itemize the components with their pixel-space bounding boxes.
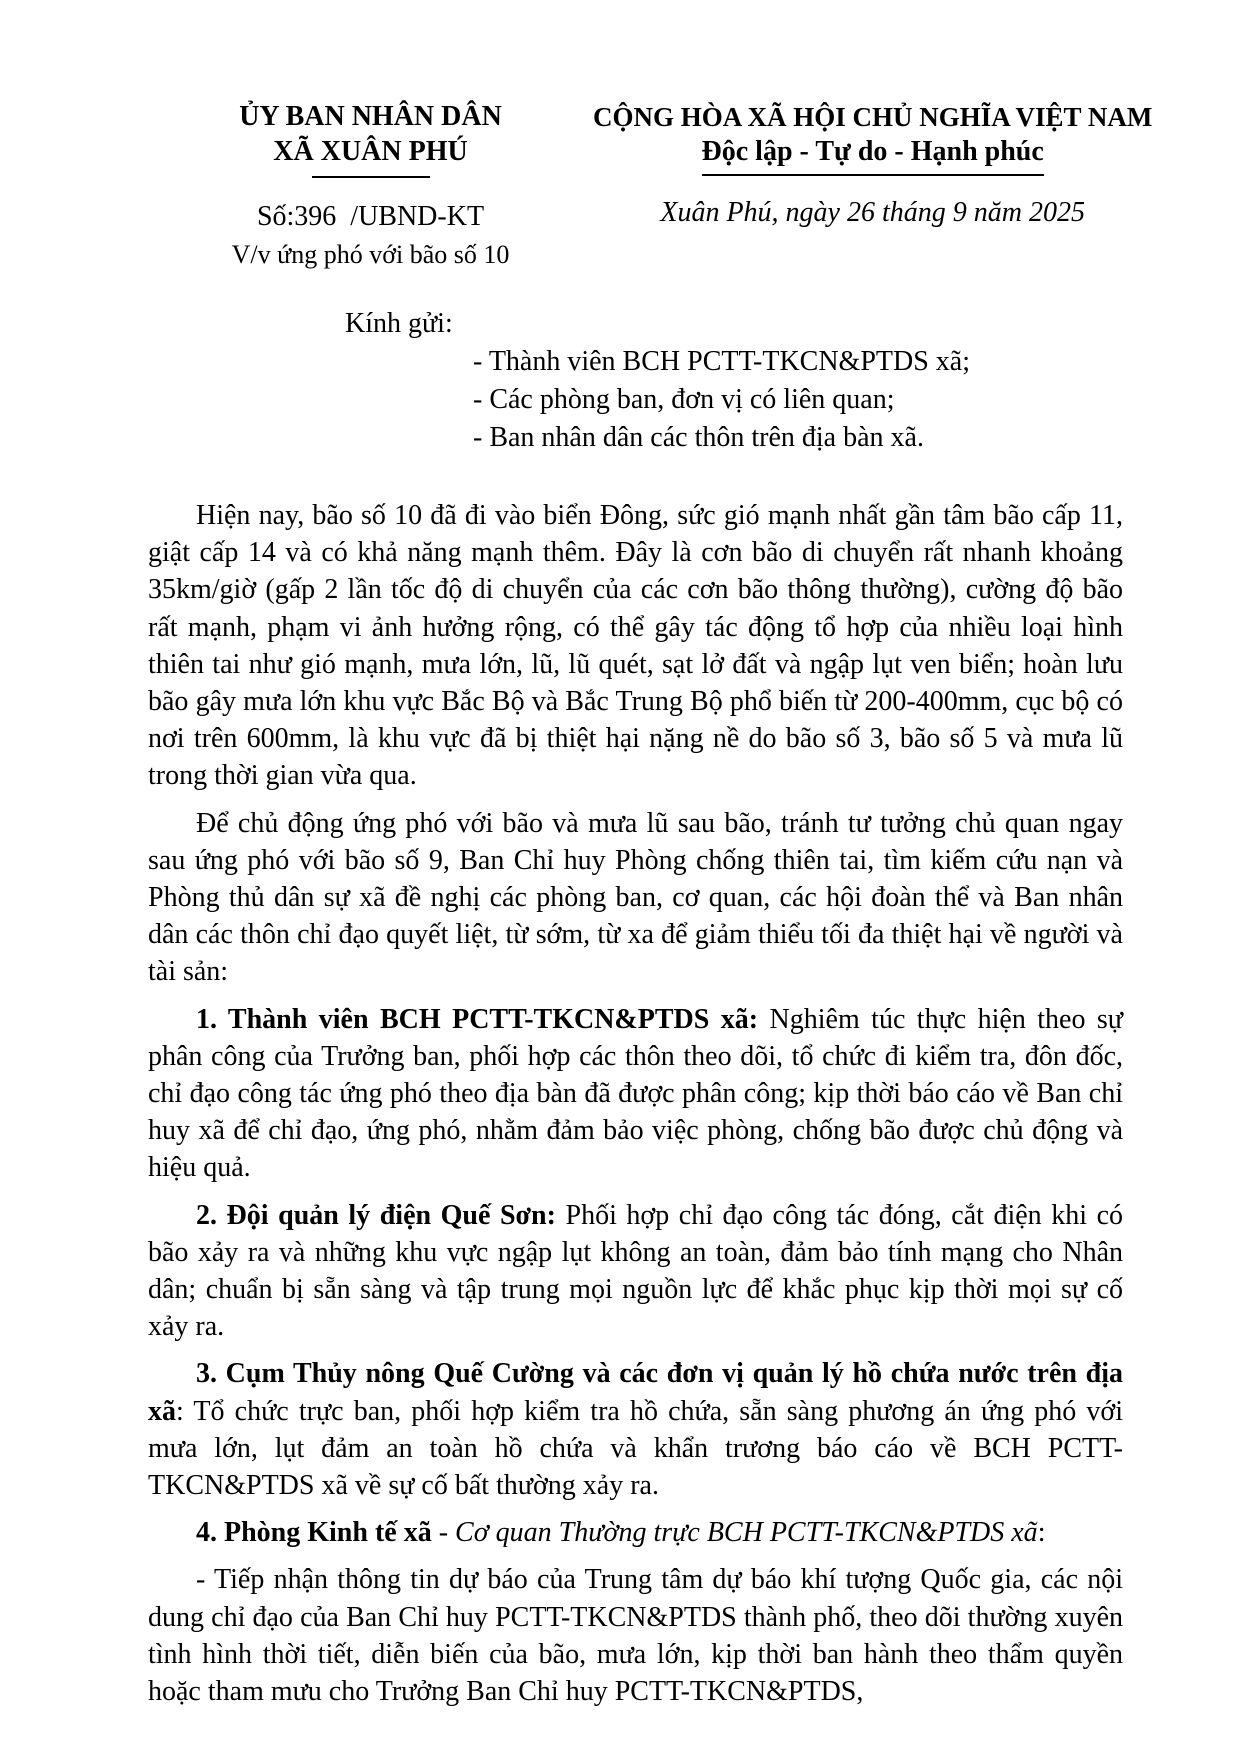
- item-2-heading: 2. Đội quản lý điện Quế Sơn:: [196, 1199, 556, 1231]
- document-number: Số:396 /UBND-KT: [256, 201, 485, 232]
- national-motto: [593, 134, 1152, 176]
- national-motto-block: [593, 100, 1152, 230]
- national-motto-text: Độc lập - Tự do - Hạnh phúc: [702, 134, 1044, 176]
- recipient-item: - Ban nhân dân các thôn trên địa bàn xã.: [473, 422, 924, 453]
- body-paragraph-1: Hiện nay, bão số 10 đã đi vào biển Đông, sức gió mạnh nhất gần tâm bão cấp 11, giật cấp 14 và có khả năng mạnh thêm. Đây là cơn bão di chuyển rất nhanh khoảng 35km/giờ (gấp 2 lần tốc độ di chuyển của các cơn bão thông thường), cường độ bão rất mạnh, phạm vi ảnh hưởng rộng, có thể gây tác động tổ hợp của nhiều loại hình thiên tai như gió mạnh, mưa lớn, lũ, lũ quét, sạt lở đất và ngập lụt ven biển; hoàn lưu bão gây mưa lớn khu vực Bắc Bộ và Bắc Trung Bộ phổ biến từ 200-400mm, cục bộ có nơi trên 600mm, là khu vực đã bị thiệt hại nặng nề do bão số 3, bão số 5 và mưa lũ trong thời gian vừa qua.: [148, 500, 1123, 792]
- recipient-list: [473, 343, 1123, 457]
- issuing-authority-block: [148, 100, 593, 272]
- item-2-text: Phối hợp chỉ đạo công tác đóng, cắt điện khi có bão xảy ra và những khu vực ngập lụt không an toàn, đảm bảo tính mạng cho Nhân dân; chuẩn bị sẵn sàng và tập trung mọi nguồn lực để khắc phục kịp thời mọi sự cố xảy ra.: [148, 1199, 1123, 1343]
- document-subject: V/v ứng phó với bão số 10: [231, 240, 510, 269]
- document-body: [148, 497, 1123, 1710]
- body-item-4-heading: [148, 1514, 1123, 1551]
- body-item-4-bullet-1: - Tiếp nhận thông tin dự báo của Trung tâm dự báo khí tượng Quốc gia, các nội dung chỉ đạo của Ban Chỉ huy PCTT-TKCN&PTDS thành phố, theo dõi thường xuyên tình hình thời tiết, diễn biến của bão, mưa lớn, kịp thời ban hành theo thẩm quyền hoặc tham mưu cho Trưởng Ban Chỉ huy PCTT-TKCN&PTDS,: [148, 1564, 1123, 1708]
- document-header: [148, 100, 1153, 272]
- item-1-heading: 1. Thành viên BCH PCTT-TKCN&PTDS xã:: [196, 1003, 759, 1035]
- body-paragraph-2: Để chủ động ứng phó với bão và mưa lũ sau bão, tránh tư tưởng chủ quan ngay sau ứng phó với bão số 9, Ban Chỉ huy Phòng chống thiên tai, tìm kiếm cứu nạn và Phòng thủ dân sự xã đề nghị các phòng ban, cơ quan, các hội đoàn thể và Ban nhân dân các thôn chỉ đạo quyết liệt, từ sớm, từ xa để giảm thiểu tối đa thiệt hại về người và tài sản:: [148, 807, 1123, 988]
- recipient-item: - Các phòng ban, đơn vị có liên quan;: [473, 384, 895, 415]
- body-item-2: [148, 1197, 1123, 1346]
- body-item-1: [148, 1001, 1123, 1187]
- item-3-heading: 3. Cụm Thủy nông Quế Cường và các đơn vị quản lý hồ chứa nước trên địa xã: [148, 1358, 1123, 1427]
- item-4-title: 4. Phòng Kinh tế xã: [196, 1517, 432, 1549]
- national-title: CỘNG HÒA XÃ HỘI CHỦ NGHĨA VIỆT NAM: [593, 102, 1153, 132]
- item-3-text: : Tổ chức trực ban, phối hợp kiểm tra hồ chứa, sẵn sàng phương án ứng phó với mưa lớn, lụt đảm an toàn hồ chứa và khẩn trương báo cáo về BCH PCTT-TKCN&PTDS xã về sự cố bất thường xảy ra.: [148, 1395, 1123, 1502]
- authority-underline-rule: [312, 176, 430, 178]
- salutation: Kính gửi:: [345, 308, 453, 339]
- body-item-3: [148, 1355, 1123, 1504]
- issuing-authority-name: ỦY BAN NHÂN DÂN: [239, 101, 502, 132]
- item-4-separator: -: [431, 1517, 456, 1549]
- item-4-subtitle: Cơ quan Thường trực BCH PCTT-TKCN&PTDS xã: [455, 1517, 1038, 1549]
- issuing-authority-unit: XÃ XUÂN PHÚ: [273, 136, 468, 167]
- place-and-date: Xuân Phú, ngày 26 tháng 9 năm 2025: [660, 197, 1085, 228]
- recipients-block: [148, 305, 1123, 457]
- item-1-text: Nghiêm túc thực hiện theo sự phân công của Trưởng ban, phối hợp các thôn theo dõi, tổ chức đi kiểm tra, đôn đốc, chỉ đạo công tác ứng phó theo địa bàn đã được phân công; kịp thời báo cáo về Ban chỉ huy xã để chỉ đạo, ứng phó, nhằm đảm bảo việc phòng, chống bão được chủ động và hiệu quả.: [148, 1003, 1123, 1184]
- item-4-colon: :: [1037, 1517, 1046, 1549]
- recipient-item: - Thành viên BCH PCTT-TKCN&PTDS xã;: [473, 346, 971, 377]
